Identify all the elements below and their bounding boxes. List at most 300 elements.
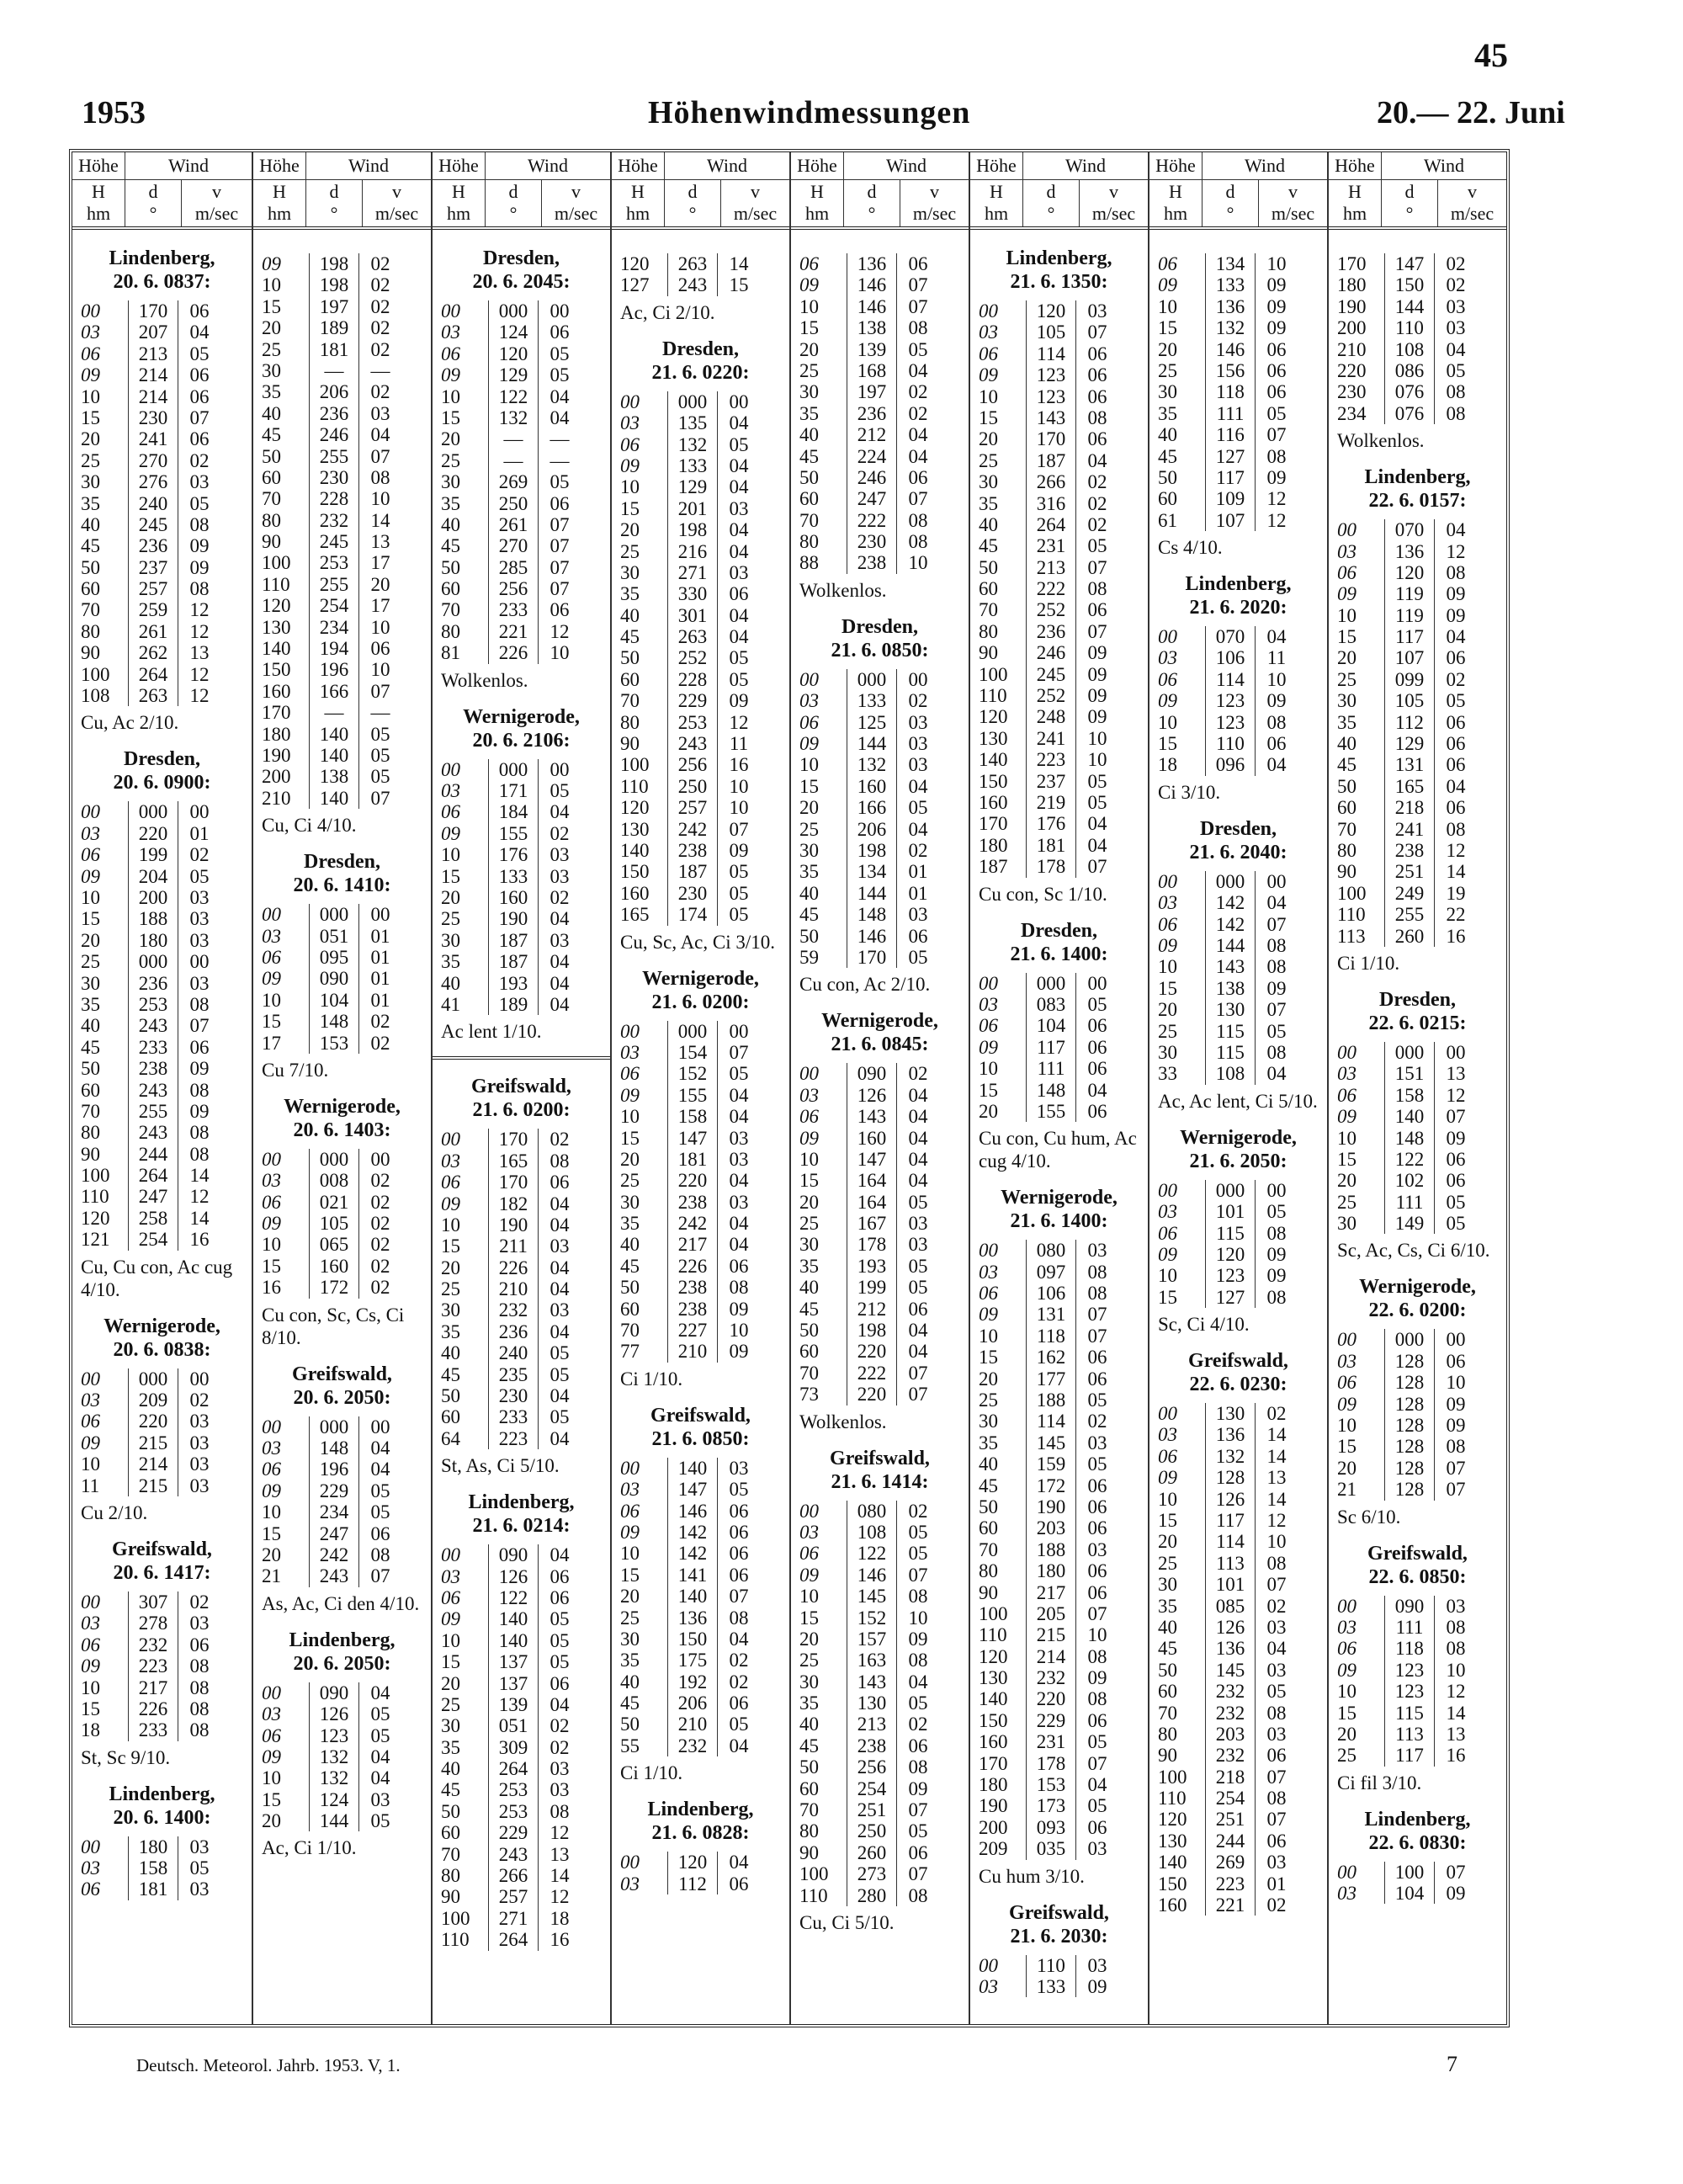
speed-cell: 04 [729,1628,749,1650]
speed-cell: 06 [370,638,390,660]
station-time: 21. 6. 0850: [831,639,929,662]
table-row [253,1234,431,1255]
speed-cell: 07 [729,818,749,840]
height-cell: 15 [979,1079,998,1101]
measurement-rows [1329,253,1506,424]
speed-cell: 04 [1087,813,1107,835]
table-row [970,450,1148,471]
direction-cell: 210 [667,1341,718,1362]
cloud-note: Cu, Sc, Ac, Ci 3/10. [620,931,776,953]
direction-cell: 166 [309,681,359,702]
table-row [612,669,789,690]
table-row [1149,274,1327,295]
height-cell: 00 [799,1063,819,1085]
speed-cell: 04 [549,972,570,994]
table-row [433,386,610,407]
table-row [72,887,252,908]
table-row [1329,1213,1506,1234]
speed-cell: 05 [1446,1191,1466,1213]
direction-cell: 114 [1026,1411,1076,1432]
header-row-1 [72,152,252,180]
direction-cell: 162 [1026,1347,1076,1368]
speed-cell: 03 [1266,1659,1287,1681]
height-cell: 20 [441,886,460,908]
height-cell: 80 [441,620,460,642]
table-row [791,317,969,338]
direction-cell: 120 [1384,562,1435,583]
height-cell: 30 [1158,1574,1177,1596]
speed-cell: 10 [549,642,570,664]
direction-cell: 123 [1026,364,1076,385]
station-time: 20. 6. 1417: [113,1561,211,1584]
speed-cell: 05 [1446,1213,1466,1235]
direction-cell: 076 [1384,381,1435,402]
speed-cell: 04 [370,424,390,446]
direction-cell: 243 [667,274,718,295]
speed-cell: 05 [908,946,928,968]
table-row [791,861,969,882]
height-cell: 06 [799,1543,819,1565]
station-block [1329,465,1506,975]
direction-cell: 220 [128,1411,178,1432]
height-cell: 165 [620,904,650,926]
height-cell: 25 [979,1390,998,1411]
table-row [970,1432,1148,1453]
table-row [72,973,252,994]
direction-cell: 120 [488,343,539,364]
table-row [253,968,431,989]
direction-cell: 220 [847,1384,897,1405]
table-row [1329,317,1506,338]
direction-cell: 255 [309,574,359,595]
speed-cell: 07 [1266,1809,1287,1831]
table-row [1329,1458,1506,1479]
height-cell: 10 [799,1148,819,1170]
speed-cell: 09 [729,1298,749,1320]
table-row [791,339,969,360]
direction-cell: 231 [1026,535,1076,556]
direction-cell: 190 [1026,1496,1076,1517]
table-row [791,1842,969,1863]
height-cell: 110 [1337,904,1366,926]
height-cell: 15 [1158,317,1177,339]
direction-cell: 146 [847,1565,897,1586]
height-cell: 60 [441,1822,460,1844]
height-cell: 130 [1158,1830,1187,1852]
speed-cell: 02 [1266,1403,1287,1425]
direction-cell: 206 [667,1692,718,1714]
header-wind: Wind [886,155,926,176]
direction-cell: 187 [1026,450,1076,471]
speed-cell: 05 [549,1406,570,1428]
table-row [72,1719,252,1740]
height-cell: 90 [979,1581,998,1603]
table-row [1149,424,1327,445]
table-row [1329,819,1506,840]
direction-cell: 228 [667,669,718,690]
table-row [612,1522,789,1543]
height-cell: 03 [620,1479,640,1501]
height-cell: 121 [81,1229,110,1251]
height-cell: 100 [979,1602,1008,1624]
height-cell: 09 [262,1213,281,1235]
direction-cell: 145 [1026,1432,1076,1453]
speed-cell: 07 [908,1863,928,1885]
table-row [1149,999,1327,1020]
table-row [1329,904,1506,925]
height-cell: 00 [1158,1403,1177,1425]
height-cell: 35 [441,492,460,514]
direction-cell: 128 [1384,1394,1435,1415]
height-cell: 210 [262,787,291,809]
height-cell: 06 [262,946,281,968]
speed-cell: 09 [1446,1393,1466,1415]
header-hoehe: Höhe [72,152,125,179]
direction-cell: 142 [1205,892,1256,913]
table-row [72,514,252,535]
table-row [791,1629,969,1650]
speed-cell: 08 [1266,1788,1287,1809]
height-cell: 25 [1337,668,1356,690]
direction-cell: 278 [128,1613,178,1634]
direction-cell: 254 [128,1229,178,1250]
height-cell: 17 [262,1032,281,1054]
table-row [1149,1703,1327,1724]
table-row [970,813,1148,834]
direction-cell: 136 [1384,541,1435,562]
table-row [433,1587,610,1608]
station-block [791,615,969,996]
height-cell: 25 [441,1278,460,1300]
header-deg: ° [1047,203,1055,224]
height-cell: 30 [799,1234,819,1256]
height-cell: 10 [441,1214,460,1235]
speed-cell: 08 [1266,445,1287,467]
speed-cell: 04 [908,1320,928,1342]
height-cell: 50 [441,1385,460,1407]
table-row [1329,1745,1506,1766]
table-row [253,552,431,573]
cloud-note: Cu, Ci 4/10. [262,815,357,837]
height-cell: 15 [81,1698,100,1719]
measurement-rows [612,253,789,296]
direction-cell: 198 [847,840,897,861]
table-row [791,510,969,531]
speed-cell: 05 [549,1342,570,1364]
table-row [1149,253,1327,274]
table-row [253,788,431,809]
table-row [253,1011,431,1032]
speed-cell: 09 [1266,1265,1287,1287]
height-cell: 45 [1337,754,1356,776]
table-row [1329,840,1506,861]
table-row [433,1172,610,1193]
speed-cell: 03 [189,908,210,930]
speed-cell: 06 [1266,381,1287,403]
station-block [612,337,789,954]
speed-cell: 07 [1266,999,1287,1021]
speed-cell: 07 [1087,1602,1107,1624]
height-cell: 35 [979,492,998,514]
table-row [970,1624,1148,1645]
station-name: Dresden, [662,337,739,360]
table-row [612,1565,789,1586]
height-cell: 10 [620,476,640,498]
station-time: 21. 6. 0828: [651,1822,750,1845]
header-deg: ° [1405,203,1414,224]
direction-cell: 158 [667,1106,718,1127]
table-row [1149,1244,1327,1265]
height-cell: 30 [979,1411,998,1432]
table-row [791,1320,969,1341]
direction-cell: 221 [1205,1894,1256,1916]
header-d [1382,179,1438,226]
table-row [612,541,789,562]
height-cell: 20 [799,797,819,819]
direction-cell: 137 [488,1651,539,1672]
direction-cell: 254 [1205,1788,1256,1809]
table-row [1329,1106,1506,1127]
direction-cell: 223 [1026,749,1076,770]
height-cell: 10 [441,385,460,407]
station-name: Lindenberg, [289,1629,396,1651]
speed-cell: 05 [908,1255,928,1277]
speed-cell: 08 [1087,1283,1107,1305]
direction-cell: 120 [1205,1244,1256,1265]
direction-cell: 076 [1384,403,1435,424]
speed-cell: 07 [1087,856,1107,878]
speed-cell: 03 [908,754,928,776]
direction-cell: 188 [1026,1390,1076,1411]
table-row [433,1257,610,1278]
header-year: 1953 [82,95,146,130]
height-cell: 35 [1337,711,1356,733]
speed-cell: — [549,428,570,450]
direction-cell: 144 [309,1810,359,1831]
direction-cell: 136 [1205,1638,1256,1659]
height-cell: 06 [81,1411,100,1432]
table-row [253,1480,431,1501]
speed-cell: 06 [908,1735,928,1756]
header-h-hm [1149,179,1203,226]
header-wind: Wind [168,155,209,176]
speed-cell: 09 [1087,1976,1107,1997]
height-cell: 10 [262,989,281,1011]
height-cell: 35 [979,1432,998,1453]
direction-cell: 216 [667,541,718,562]
table-row [791,1363,969,1384]
direction-cell: 115 [1205,1223,1256,1244]
height-cell: 25 [799,359,819,381]
table-row [433,1651,610,1672]
speed-cell: 09 [729,690,749,712]
station-block [1329,253,1506,452]
height-cell: 15 [441,1235,460,1257]
direction-cell: 148 [1384,1128,1435,1149]
direction-cell: 142 [1205,914,1256,935]
height-cell: 140 [979,1688,1008,1710]
table-row [791,1650,969,1671]
speed-cell: 05 [370,1724,390,1746]
direction-cell: 269 [1205,1852,1256,1873]
height-cell: 09 [441,822,460,844]
height-cell: 15 [620,1127,640,1149]
table-row [612,1341,789,1362]
direction-cell: 269 [488,471,539,492]
cloud-note: Cu 7/10. [262,1059,329,1081]
table-row [433,866,610,887]
speed-cell: 07 [1446,1479,1466,1501]
direction-cell: 136 [1205,296,1256,317]
table-row [1149,360,1327,381]
speed-cell: 02 [1446,253,1466,274]
height-cell: 35 [1158,1595,1177,1617]
speed-cell: 06 [908,925,928,947]
height-cell: 00 [1337,1861,1356,1883]
height-cell: 09 [979,1304,998,1326]
table-row [612,1106,789,1127]
table-row [253,1746,431,1767]
table-row [791,1341,969,1362]
speed-cell: 08 [189,1122,210,1144]
table-row [1149,647,1327,668]
direction-cell: 122 [488,386,539,407]
direction-cell: 128 [1384,1351,1435,1372]
direction-cell: 260 [847,1842,897,1863]
table-row [1149,1617,1327,1638]
height-cell: 15 [620,497,640,519]
direction-cell: 114 [1205,1531,1256,1552]
height-cell: 140 [979,749,1008,771]
table-row [1329,712,1506,733]
table-row [970,1795,1148,1816]
table-column [1327,152,1506,2024]
table-column [72,152,252,2024]
height-cell: 00 [979,1954,998,1976]
speed-cell: 14 [1266,1488,1287,1510]
direction-cell: 065 [309,1234,359,1255]
table-row [970,386,1148,407]
direction-cell: 136 [1205,1424,1256,1445]
speed-cell: 02 [189,1390,210,1411]
height-cell: 25 [620,1170,640,1192]
table-row [1149,488,1327,509]
direction-cell: 199 [128,844,178,865]
speed-cell: 05 [729,861,749,883]
table-row [253,296,431,317]
height-cell: 25 [262,338,281,360]
cloud-note: Wolkenlos. [441,669,528,691]
measurement-rows [791,1501,969,1906]
height-cell: 160 [620,882,650,904]
direction-cell: 128 [1384,1479,1435,1500]
direction-cell: 242 [667,819,718,840]
speed-cell: 02 [1087,1411,1107,1432]
speed-cell: 07 [1087,321,1107,343]
header-v [721,179,789,226]
height-cell: 00 [81,1368,100,1390]
height-cell: 06 [799,253,819,274]
height-cell: 15 [441,1651,460,1673]
table-row [612,1479,789,1500]
speed-cell: 08 [189,1079,210,1101]
speed-cell: — [370,702,390,724]
direction-cell: 125 [847,712,897,733]
direction-cell: 170 [128,300,178,321]
speed-cell: 10 [370,488,390,510]
direction-cell: 253 [488,1801,539,1822]
station-time: 20. 6. 2045: [472,271,571,293]
direction-cell: 250 [488,493,539,514]
table-row [970,1326,1148,1347]
speed-cell: 05 [908,1521,928,1543]
table-row [1149,1873,1327,1894]
table-row [791,1106,969,1127]
direction-cell: 114 [1205,669,1256,690]
direction-cell: 206 [847,819,897,840]
direction-cell: 155 [488,823,539,844]
height-cell: 110 [620,775,649,797]
speed-cell: 04 [729,1084,749,1106]
direction-cell: 264 [128,664,178,685]
speed-cell: 04 [1266,754,1287,776]
table-row [433,1385,610,1406]
table-row [612,1234,789,1255]
table-row [612,1501,789,1522]
height-cell: 03 [441,1565,460,1587]
speed-cell: 10 [1087,1624,1107,1646]
header-ms: m/sec [1450,203,1495,224]
height-cell: 03 [81,1613,100,1634]
direction-cell: 140 [667,1586,718,1607]
table-row [1149,892,1327,913]
speed-cell: 14 [1266,1424,1287,1446]
height-cell: 130 [979,1667,1008,1689]
station-time: 21. 6. 2030: [1010,1925,1108,1948]
table-row [433,1321,610,1342]
speed-cell: 04 [729,1170,749,1192]
height-cell: 00 [1337,1595,1356,1617]
height-cell: 15 [799,1170,819,1192]
height-cell: 60 [979,1517,998,1539]
height-cell: 03 [1337,540,1356,562]
direction-cell: 232 [667,1735,718,1756]
table-row [612,1852,789,1873]
speed-cell: 07 [908,1799,928,1821]
speed-cell: 09 [1266,317,1287,339]
table-row [433,759,610,780]
height-cell: 40 [262,402,281,424]
speed-cell: 05 [1087,770,1107,792]
table-row [612,1671,789,1692]
direction-cell: 132 [1205,1446,1256,1467]
height-cell: 10 [1337,1127,1356,1149]
header-row-2 [791,179,969,226]
direction-cell: 261 [128,621,178,642]
table-row [612,1873,789,1894]
height-cell: 06 [1337,561,1356,583]
direction-cell: 150 [667,1629,718,1650]
header-hm: hm [804,203,830,224]
table-row [1149,1223,1327,1244]
direction-cell: 123 [309,1725,359,1746]
header-d [665,179,721,226]
table-row [1149,978,1327,999]
table-row [791,1778,969,1799]
height-cell: 90 [799,1841,819,1863]
table-row [1329,626,1506,647]
direction-cell: 223 [1205,1873,1256,1894]
